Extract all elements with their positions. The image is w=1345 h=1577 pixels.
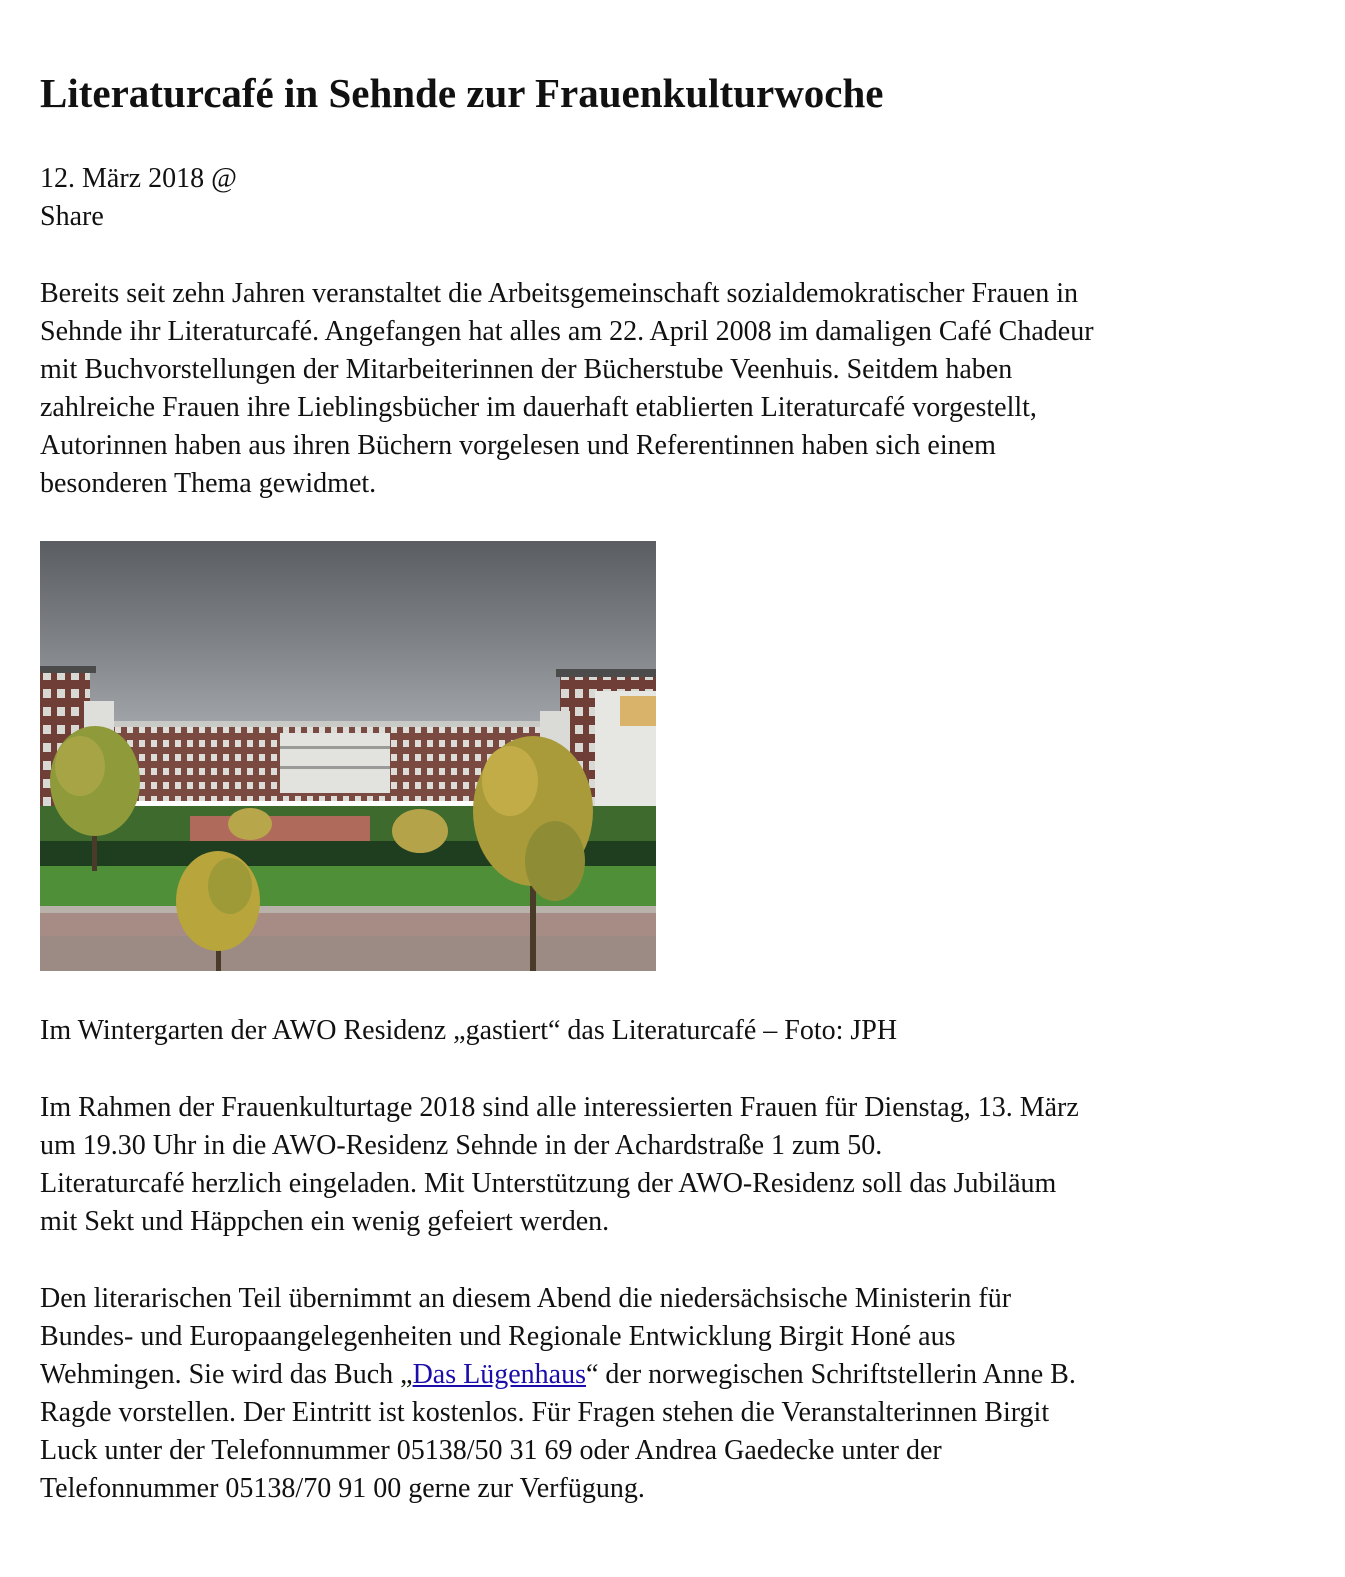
paragraph-line: besonderen Thema gewidmet. xyxy=(40,468,377,499)
paragraph-line: Wehmingen. Sie wird das Buch „ xyxy=(40,1359,413,1390)
article-meta xyxy=(40,160,237,236)
paragraph-line: Luck unter der Telefonnummer 05138/50 31 69 oder Andrea Gaedecke unter der xyxy=(40,1435,942,1466)
paragraph-line: Bundes- und Europaangelegenheiten und Regionale Entwicklung Birgit Honé aus xyxy=(40,1321,956,1352)
article-date: 12. März 2018 @ xyxy=(40,163,237,194)
paragraph-line: Ragde vorstellen. Der Eintritt ist kostenlos. Für Fragen stehen die Veranstalterinnen Birgit xyxy=(40,1397,1050,1428)
paragraph-line: mit Buchvorstellungen der Mitarbeiterinnen der Bücherstube Veenhuis. Seitdem haben xyxy=(40,354,1013,385)
paragraph-line: Telefonnummer 05138/70 91 00 gerne zur Verfügung. xyxy=(40,1473,645,1504)
intro-paragraph xyxy=(40,275,1305,503)
paragraph-line: Autorinnen haben aus ihren Büchern vorgelesen und Referentinnen haben sich einem xyxy=(40,430,996,461)
paragraph-line: Literaturcafé herzlich eingeladen. Mit Unterstützung der AWO-Residenz soll das Jubiläum xyxy=(40,1168,1057,1199)
photo-caption: Im Wintergarten der AWO Residenz „gastiert“ das Literaturcafé – Foto: JPH xyxy=(40,1015,898,1046)
share-link[interactable]: Share xyxy=(40,201,104,232)
paragraph-line: um 19.30 Uhr in die AWO-Residenz Sehnde in der Achardstraße 1 zum 50. xyxy=(40,1130,883,1161)
paragraph-line: “ der norwegischen Schriftstellerin Anne B. xyxy=(585,1359,1076,1390)
paragraph-line: Den literarischen Teil übernimmt an diesem Abend die niedersächsische Ministerin für xyxy=(40,1283,1012,1314)
paragraph-line: Bereits seit zehn Jahren veranstaltet die Arbeitsgemeinschaft sozialdemokratischer Frauen in xyxy=(40,278,1078,309)
paragraph-line: Sehnde ihr Literaturcafé. Angefangen hat alles am 22. April 2008 im damaligen Café Chadeur xyxy=(40,316,1094,347)
paragraph-line: Im Rahmen der Frauenkulturtage 2018 sind alle interessierten Frauen für Dienstag, 13. März xyxy=(40,1092,1079,1123)
awo-residence-photo xyxy=(40,541,656,971)
event-paragraph xyxy=(40,1089,1305,1241)
book-link[interactable]: Das Lügenhaus xyxy=(412,1359,586,1390)
article-title: Literaturcafé in Sehnde zur Frauenkulturwoche xyxy=(40,70,884,116)
paragraph-line: zahlreiche Frauen ihre Lieblingsbücher im dauerhaft etablierten Literaturcafé vorgestellt, xyxy=(40,392,1037,423)
paragraph-line: mit Sekt und Häppchen ein wenig gefeiert werden. xyxy=(40,1206,610,1237)
details-paragraph xyxy=(40,1280,1305,1508)
